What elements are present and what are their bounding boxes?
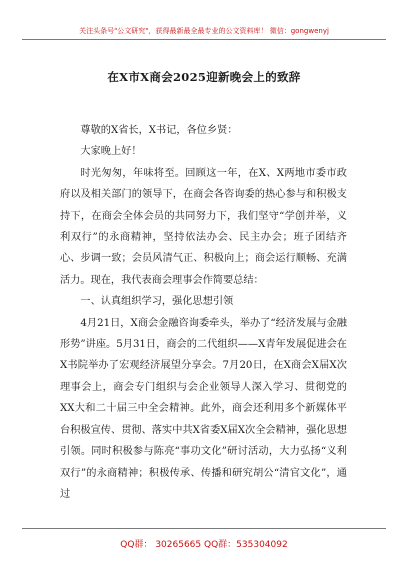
greeting: 大家晚上好！ [80,146,142,158]
salutation: 尊敬的X省长，X书记，各位乡贤： [80,125,238,136]
paragraph-section1: 4月21日，X商会金融咨询委牵头，举办了“经济发展与金融形势”讲座。5月31日，商会的二代组织——X青年发展促进会在X书院举办了宏观经济展望分享会。7月20日，在X商会X届X次理事会上，商会专门组织与会企业领导人深入学习、贯彻党的XX大和二十届三中全会精神。此外，商会还利用多个新媒体平台积极宣传、贯彻、落实中共X省委X届X次全会精神，强化思想引领。同时积极参与陈亮“事功文化”研讨活动，大力弘扬“义利双行”的永商精神；积极传承、传播和研究胡公“清官文化”，通过 [60,317,347,500]
footer-contact: QQ群： 30265665 QQ群：535304092 [120,540,288,550]
header-banner: 关注头条号"公文研究"，获得最新最全最专业的公文资料库！ 微信：gongwenyj [79,27,329,35]
header-divider [22,39,386,40]
document-title: 在X市X商会2025迎新晚会上的致辞 [107,70,301,84]
section-heading: 一、认真组织学习，强化思想引领 [80,296,234,308]
document-body [60,120,347,505]
footer-divider [22,528,386,529]
paragraph-intro: 时光匆匆，年味将至。回顾这一年，在X、X两地市委市政府以及相关部门的领导下，在商会各咨询委的热心参与和积极支持下，在商会全体会员的共同努力下，我们坚守“学创并举，义利双行”的永商精神，坚持依法办会、民主办会；班子团结齐心、步调一致；会员风清气正、积极向上；商会运行顺畅、充满活力。现在，我代表商会理事会作简要总结： [60,167,347,286]
